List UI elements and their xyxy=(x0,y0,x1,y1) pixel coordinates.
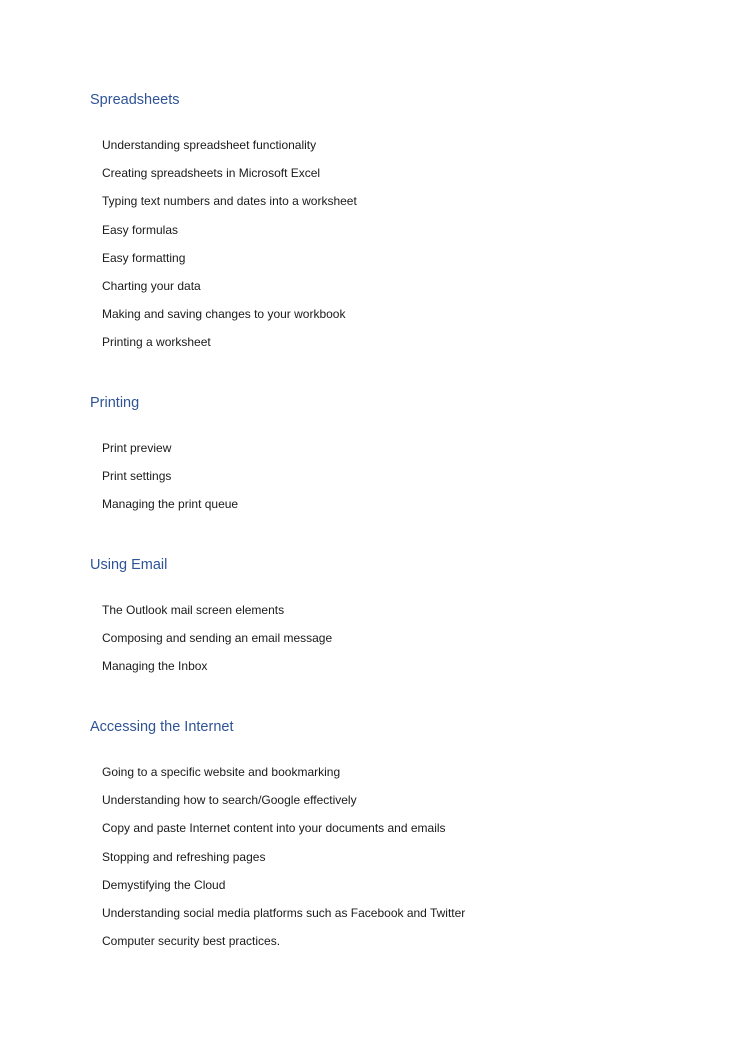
topic-list xyxy=(90,764,710,949)
list-item: Going to a specific website and bookmarking xyxy=(102,765,341,779)
list-item: Copy and paste Internet content into your documents and emails xyxy=(102,821,446,836)
list-item: Demystifying the Cloud xyxy=(102,877,226,892)
section-using-email xyxy=(90,555,710,674)
section-spreadsheets xyxy=(90,90,710,350)
list-item: Understanding social media platforms such as Facebook and Twitter xyxy=(102,905,466,920)
list-item: Managing the print queue xyxy=(102,497,239,512)
list-item: Understanding how to search/Google effectively xyxy=(102,793,357,808)
section-heading: Printing xyxy=(90,395,140,411)
list-item: Composing and sending an email message xyxy=(102,631,333,646)
list-item: Making and saving changes to your workbook xyxy=(102,307,346,322)
section-heading: Accessing the Internet xyxy=(90,719,234,735)
section-heading: Using Email xyxy=(90,557,168,573)
list-item: Understanding spreadsheet functionality xyxy=(102,138,317,152)
topic-list xyxy=(90,137,710,350)
list-item: Managing the Inbox xyxy=(102,659,208,674)
list-item: Print settings xyxy=(102,469,172,484)
list-item: Stopping and refreshing pages xyxy=(102,849,266,864)
section-accessing-the-internet xyxy=(90,717,710,949)
topic-list xyxy=(90,440,710,512)
list-item: Print preview xyxy=(102,441,172,455)
section-printing xyxy=(90,393,710,512)
list-item: Typing text numbers and dates into a worksheet xyxy=(102,194,357,209)
list-item: Easy formatting xyxy=(102,250,186,265)
list-item: Charting your data xyxy=(102,278,201,293)
topic-list xyxy=(90,602,710,674)
section-heading: Spreadsheets xyxy=(90,92,180,108)
list-item: Easy formulas xyxy=(102,222,179,237)
list-item: Computer security best practices. xyxy=(102,934,281,949)
list-item: Printing a worksheet xyxy=(102,335,211,350)
list-item: The Outlook mail screen elements xyxy=(102,603,285,617)
list-item: Creating spreadsheets in Microsoft Excel xyxy=(102,166,321,181)
